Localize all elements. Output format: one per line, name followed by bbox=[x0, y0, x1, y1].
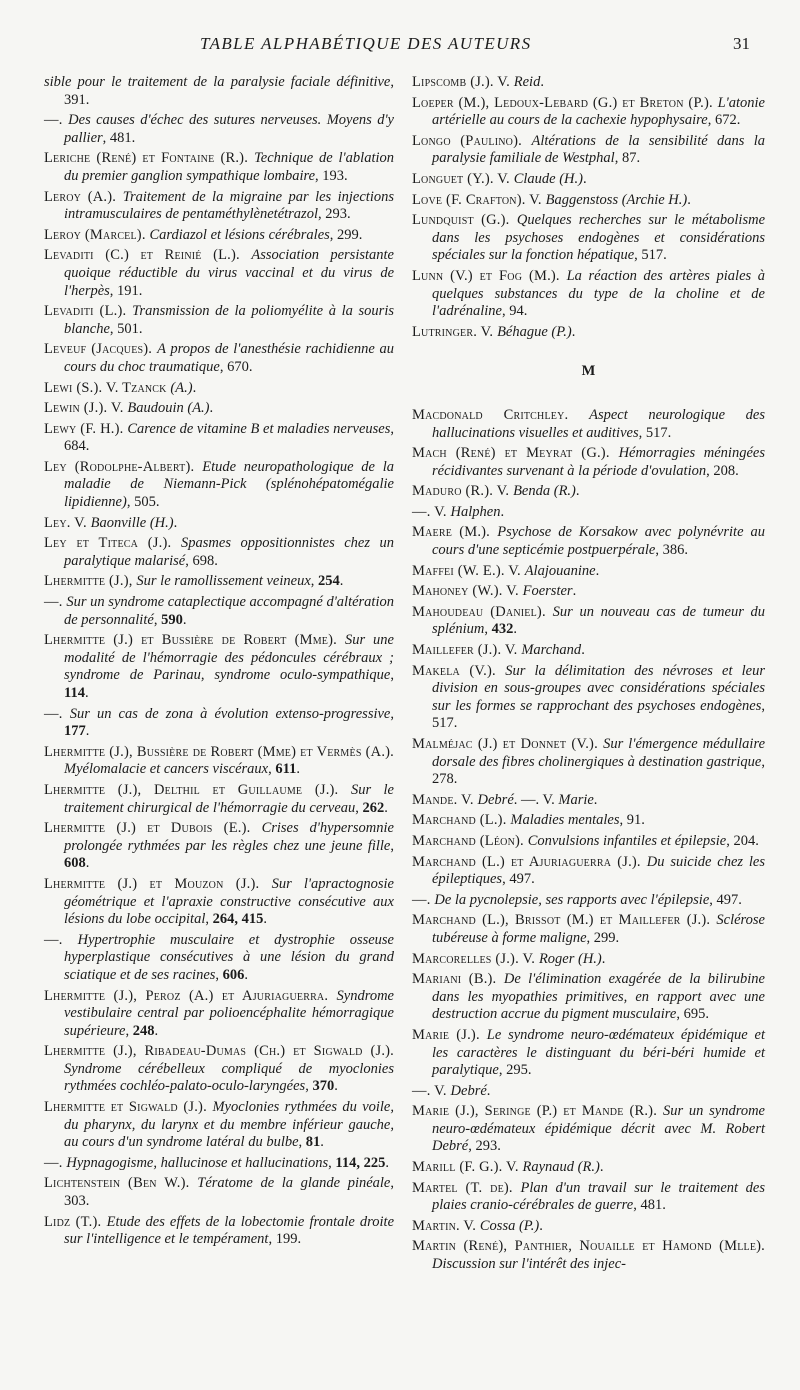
entry-title: Hypertrophie musculaire et dystrophie osseuse hyperplastique consécutives à une lésion du grand sciatique et de ses racines bbox=[64, 931, 394, 983]
entry-title: Sur une modalité de l'hémorragie des pédoncules cérébraux ; syndrome de Parinau, syndrome oculo-sympathique bbox=[64, 632, 394, 684]
entry-reference: , 517. bbox=[638, 424, 672, 441]
entry-reference: , 199. bbox=[268, 1231, 302, 1248]
entry-author: Lhermitte (J.), Peroz (A.) et Ajuriaguerra. bbox=[44, 987, 337, 1004]
entry-title: Baonville (H.) bbox=[90, 514, 174, 531]
entry-reference: , 208. bbox=[706, 462, 739, 479]
index-entry bbox=[44, 573, 394, 591]
entry-author: Mahoudeau (Daniel). bbox=[412, 603, 553, 620]
entry-title: Etude des effets de la lobectomie frontale droite sur l'intelligence et le tempérament bbox=[64, 1213, 395, 1248]
entry-reference: , bbox=[268, 761, 276, 778]
entry-reference: . bbox=[539, 1217, 543, 1234]
page-number: 31 bbox=[733, 34, 750, 53]
entry-punctuation: . bbox=[85, 855, 90, 872]
index-entry bbox=[412, 483, 765, 501]
index-entry bbox=[412, 1238, 765, 1273]
entry-reference: , 517. bbox=[432, 697, 765, 732]
entry-title: Alajouanine bbox=[524, 562, 596, 579]
index-entry bbox=[412, 951, 765, 969]
index-entry bbox=[44, 876, 394, 929]
entry-reference: , bbox=[390, 667, 394, 684]
index-entry bbox=[412, 583, 765, 601]
entry-title: Spasmes oppositionnistes chez un paralytique malarisé bbox=[64, 535, 394, 569]
index-entry bbox=[412, 812, 765, 830]
entry-title: Des causes d'échec des sutures nerveuses. Moyens d'y pallier bbox=[64, 112, 394, 146]
index-entry bbox=[412, 133, 765, 168]
entry-author: Ley et Titeca (J.). bbox=[44, 535, 182, 552]
entry-punctuation: . bbox=[85, 723, 90, 740]
index-entry bbox=[44, 112, 394, 147]
entry-reference: , 299. bbox=[329, 226, 363, 243]
index-entry bbox=[412, 192, 765, 210]
entry-title: Syndrome cérébelleux compliqué de myoclonies rythmées cochléo-palato-oculo-laryngées bbox=[64, 1060, 394, 1095]
entry-reference: . bbox=[595, 562, 600, 579]
index-entry bbox=[412, 971, 765, 1024]
entry-title: Halphen bbox=[450, 503, 501, 520]
entry-reference: , 698. bbox=[185, 552, 218, 569]
entry-reference: , 193. bbox=[315, 167, 348, 184]
entry-author: Mahoney (W.). V. bbox=[412, 583, 523, 600]
entry-reference: , 293. bbox=[468, 1138, 501, 1155]
entry-author: Longuet (Y.). V. bbox=[412, 170, 514, 187]
entry-reference: , bbox=[310, 573, 319, 590]
entry-reference: , bbox=[205, 911, 213, 928]
entry-title: Etude neuropathologique de la maladie de Niemann-Pick (splénohépatomégalie lipidienne) bbox=[64, 458, 394, 511]
entry-page: 432 bbox=[491, 621, 514, 638]
entry-author: Lewin (J.). V. bbox=[44, 400, 128, 417]
entry-author: Maillefer (J.). V. bbox=[412, 642, 522, 659]
entry-author: Martin (René), Panthier, Nouaille et Hamond (Mlle). bbox=[412, 1238, 765, 1255]
entry-reference: , 299. bbox=[586, 929, 620, 946]
entry-title: Plan d'un travail sur le traitement des plaies cranio-cérébrales de guerre bbox=[432, 1179, 765, 1214]
entry-reference: , 204. bbox=[726, 832, 759, 849]
entry-title: Roger (H.) bbox=[538, 950, 602, 967]
index-entry bbox=[44, 594, 394, 629]
entry-reference: , 391. bbox=[64, 74, 394, 108]
entry-reference: , bbox=[153, 611, 162, 628]
entry-title: Le syndrome neuro-œdémateux épidémique et les caractères le distinguant du béri-béri humide et paralytique bbox=[432, 1026, 765, 1079]
entry-author: Ley (Rodolphe-Albert). bbox=[44, 458, 203, 475]
index-entry bbox=[44, 303, 394, 338]
entry-reference: . —. V. bbox=[513, 791, 559, 808]
entry-author: Levaditi (C.) et Reinié (L.). bbox=[44, 247, 252, 264]
entry-author: —. bbox=[44, 931, 78, 948]
index-entry bbox=[412, 563, 765, 581]
index-entry bbox=[44, 459, 394, 512]
index-entry bbox=[412, 171, 765, 189]
entry-title: L'atonie artérielle au cours de la cachexie hypophysaire bbox=[432, 94, 765, 129]
entry-title: Raynaud (R.) bbox=[522, 1159, 600, 1176]
entry-punctuation: . bbox=[263, 911, 267, 928]
entry-title: Marie bbox=[558, 791, 594, 808]
entry-title: A propos de l'anesthésie rachidienne au cours du choc traumatique bbox=[64, 341, 394, 375]
entry-author: Marchand (L.). bbox=[412, 812, 511, 829]
entry-reference: , bbox=[390, 705, 394, 722]
entry-reference: , 386. bbox=[655, 542, 688, 559]
entry-title: La réaction des artères piales à quelques substances du type de la choline et de l'adrénaline bbox=[432, 267, 766, 320]
index-entry bbox=[44, 1099, 394, 1152]
entry-author: Lhermitte (J.), bbox=[44, 573, 137, 590]
entry-title: Benda (R.) bbox=[513, 483, 576, 500]
entry-page: 114 bbox=[64, 685, 85, 701]
entry-title: De la pycnolepsie, ses rapports avec l'épilepsie bbox=[434, 891, 710, 908]
entry-title: Marchand bbox=[521, 642, 582, 659]
entry-punctuation: . bbox=[154, 1022, 159, 1039]
entry-punctuation: . bbox=[296, 761, 300, 778]
entry-author: Marcorelles (J.). V. bbox=[412, 950, 539, 967]
index-entry bbox=[412, 912, 765, 947]
entry-reference: . bbox=[575, 483, 580, 500]
entry-reference: , 672. bbox=[707, 112, 741, 129]
entry-reference: , 293. bbox=[317, 206, 351, 223]
entry-author: Leveuf (Jacques). bbox=[44, 341, 158, 358]
entry-punctuation: . bbox=[385, 1154, 389, 1171]
entry-reference: . bbox=[687, 191, 691, 208]
entry-title: Claude (H.) bbox=[513, 170, 583, 187]
entry-reference: , 497. bbox=[709, 891, 742, 908]
entry-page: 248 bbox=[132, 1022, 155, 1039]
entry-reference: . bbox=[500, 503, 505, 520]
entry-author: Malméjac (J.) et Donnet (V.). bbox=[412, 736, 604, 752]
entry-author: —. bbox=[412, 891, 435, 908]
entry-reference: , 684. bbox=[64, 420, 394, 455]
right-column bbox=[412, 74, 765, 1277]
entry-reference: , 670. bbox=[219, 358, 253, 375]
entry-author: Lipscomb (J.). V. bbox=[412, 74, 514, 90]
entry-author: Marchand (L.), Brissot (M.) et Maillefer (J.). bbox=[412, 912, 717, 929]
entry-title: Transmission de la poliomyélite à la souris blanche bbox=[64, 303, 394, 337]
entry-author: —. bbox=[44, 705, 70, 722]
entry-punctuation: . bbox=[84, 685, 89, 701]
index-entry bbox=[412, 1103, 765, 1156]
entry-title: Sur l'apractognosie géométrique et l'apraxie constructive consécutive aux lésions du lobe occipital bbox=[64, 875, 394, 928]
entry-title: Tératome de la glande pinéale bbox=[197, 1175, 391, 1192]
entry-reference: , 91. bbox=[619, 812, 645, 829]
entry-reference: , 191. bbox=[109, 282, 143, 299]
entry-title: Sclérose tubéreuse à forme maligne bbox=[432, 912, 765, 946]
entry-author: Leriche (René) et Fontaine (R.). bbox=[44, 150, 255, 167]
index-entry bbox=[44, 1043, 394, 1096]
entry-author: Loeper (M.), Ledoux-Lebard (G.) et Breton (P.). bbox=[412, 94, 718, 111]
entry-author: —. bbox=[44, 1154, 67, 1171]
index-entry bbox=[44, 820, 394, 873]
entry-title: Aspect neurologique des hallucinations visuelles et auditives bbox=[432, 406, 766, 441]
index-entry bbox=[412, 736, 765, 789]
entry-punctuation: . bbox=[182, 611, 187, 628]
entry-author: Mande. V. bbox=[412, 791, 478, 808]
entry-reference: , 517. bbox=[634, 247, 667, 264]
entry-title: Cossa (P.) bbox=[479, 1217, 540, 1234]
entry-title: Association persistante quoique réductible du virus vaccinal et du virus de l'herpès bbox=[64, 247, 394, 299]
entry-author: Leroy (A.). bbox=[44, 188, 123, 205]
entry-title: Baudouin (A.) bbox=[127, 400, 210, 417]
entry-author: Lunn (V.) et Fog (M.). bbox=[412, 267, 567, 284]
index-entry bbox=[44, 535, 394, 570]
index-entry bbox=[44, 706, 394, 741]
entry-title: Hémorragies méningées récidivantes survenant à la période d'ovulation bbox=[432, 445, 765, 479]
index-entry bbox=[412, 1218, 765, 1236]
entry-page: 370 bbox=[312, 1078, 335, 1095]
entry-author: Lichtenstein (Ben W.). bbox=[44, 1175, 198, 1192]
entry-author: Martin. V. bbox=[412, 1217, 480, 1234]
entry-author: Lhermitte (J.) et Dubois (E.). bbox=[44, 820, 262, 837]
entry-reference: . bbox=[486, 1082, 491, 1099]
entry-author: Mach (René) et Meyrat (G.). bbox=[412, 445, 619, 462]
index-entry bbox=[412, 445, 765, 480]
entry-page: 264, 415 bbox=[212, 911, 264, 928]
index-entry bbox=[412, 1083, 765, 1101]
entry-author: Lewi (S.). V. Tzanck bbox=[44, 379, 171, 396]
index-entry bbox=[44, 189, 394, 224]
entry-reference: . bbox=[581, 642, 585, 659]
entry-author: Maduro (R.). V. bbox=[412, 483, 514, 500]
entry-punctuation: . bbox=[593, 791, 598, 808]
index-entry bbox=[44, 744, 394, 779]
entry-reference: , bbox=[305, 1078, 313, 1095]
entry-author: Marchand (L.) et Ajuriaguerra (J.). bbox=[412, 853, 647, 870]
entry-title: Sur la délimitation des névroses et leur division en sous-groupes avec considérations spéciales sur les formes se rapprochant des psychoses endogènes bbox=[432, 662, 765, 714]
entry-page: 590 bbox=[161, 611, 183, 628]
entry-author: —. bbox=[44, 112, 69, 129]
index-entry bbox=[412, 212, 765, 265]
entry-author: Martel (T. de). bbox=[412, 1179, 521, 1196]
index-entry bbox=[412, 504, 765, 522]
index-entry bbox=[44, 421, 394, 456]
entry-title: Baggenstoss (Archie H.) bbox=[545, 191, 688, 208]
entry-reference: , bbox=[328, 1154, 336, 1171]
entry-title: Sur un cas de zona à évolution extenso-progressive bbox=[69, 705, 391, 722]
section-letter-m: M bbox=[581, 363, 596, 380]
entry-page: 177 bbox=[64, 723, 86, 740]
index-entry bbox=[44, 74, 394, 109]
entry-punctuation: . bbox=[320, 1134, 324, 1151]
entry-title: Myélomalacie et cancers viscéraux bbox=[64, 761, 269, 778]
index-entry bbox=[44, 227, 394, 245]
entry-reference: , 481. bbox=[633, 1197, 666, 1214]
index-entry bbox=[412, 854, 765, 889]
entry-title: Myoclonies rythmées du voile, du pharynx, du larynx et du membre inférieur gauche, au cours d'un syndrome latéral du bulbe bbox=[64, 1099, 394, 1151]
index-entry bbox=[412, 833, 765, 851]
index-entry bbox=[412, 95, 765, 130]
entry-author: Maffei (W. E.). V. bbox=[412, 562, 525, 579]
entry-title: Sur un syndrome neuro-œdémateux épidémique décrit avec M. Robert Debré bbox=[432, 1103, 765, 1155]
entry-reference: . bbox=[599, 1159, 604, 1176]
entry-title: sible pour le traitement de la paralysie faciale définitive bbox=[44, 74, 391, 90]
entry-punctuation: . bbox=[244, 966, 249, 983]
entry-title: Béhague (P.) bbox=[497, 323, 572, 340]
entry-author: Makela (V.). bbox=[412, 662, 506, 679]
entry-reference: , bbox=[298, 1134, 306, 1151]
index-entry bbox=[44, 632, 394, 702]
entry-title: De l'élimination exagérée de la bilirubine dans les myopathies primitives, en rapport avec une destruction accrue du pigment musculaire bbox=[432, 971, 765, 1023]
entry-title: Maladies mentales bbox=[510, 812, 620, 829]
index-entry bbox=[412, 74, 765, 92]
entry-author: Lhermitte (J.) et Bussière de Robert (Mme). bbox=[44, 632, 346, 649]
entry-author: Lhermitte (J.), Bussière de Robert (Mme) et Vermès (A.). bbox=[44, 743, 394, 760]
entry-author: Lhermitte (J.), Delthil et Guillaume (J.). bbox=[44, 781, 351, 798]
entry-title: Convulsions infantiles et épilepsie bbox=[527, 832, 727, 849]
entry-page: 114, 225 bbox=[335, 1154, 386, 1171]
entry-title: Reid bbox=[513, 74, 541, 90]
entry-title: Crises d'hypersomnie prolongée rythmées par les règles chez une jeune fille bbox=[64, 820, 394, 854]
entry-title: Traitement de la migraine par les injections intramusculaires de pentaméthylènetétrazol bbox=[64, 188, 394, 223]
entry-reference: , 94. bbox=[501, 303, 528, 320]
entry-author: Love (F. Crafton). V. bbox=[412, 191, 546, 208]
entry-title: Hypnagogisme, hallucinose et hallucinations bbox=[66, 1154, 329, 1171]
entry-reference: . bbox=[209, 400, 214, 417]
entry-reference: . bbox=[571, 323, 576, 340]
entry-title: Sur un syndrome cataplectique accompagné d'altération de personnalité bbox=[64, 594, 394, 628]
index-entry bbox=[44, 515, 394, 533]
index-entry bbox=[44, 988, 394, 1041]
entry-page: 611 bbox=[275, 761, 297, 778]
entry-author: Leroy (Marcel). bbox=[44, 226, 150, 243]
index-entry bbox=[412, 1159, 765, 1177]
entry-title: Foerster bbox=[522, 583, 573, 600]
entry-reference: , 695. bbox=[676, 1006, 709, 1023]
entry-reference: , 278. bbox=[432, 753, 765, 788]
entry-punctuation: . bbox=[513, 621, 517, 638]
entry-title: Du suicide chez les épileptiques bbox=[432, 853, 765, 888]
index-entry bbox=[412, 604, 765, 639]
entry-author: Levaditi (L.). bbox=[44, 303, 133, 320]
index-entry bbox=[412, 663, 765, 733]
entry-title: Sur l'émergence médullaire dorsale des fibres cholinergiques à destination gastrique bbox=[432, 736, 766, 770]
letter-m-entries bbox=[412, 407, 765, 1274]
entry-author: Marie (J.), Seringe (P.) et Mande (R.). bbox=[412, 1103, 663, 1120]
entry-title: Discussion sur l'intérêt des injec- bbox=[432, 1256, 626, 1273]
index-entry bbox=[412, 268, 765, 321]
entry-reference: , 497. bbox=[502, 871, 535, 888]
index-entry bbox=[412, 524, 765, 559]
index-entry bbox=[412, 1180, 765, 1215]
entry-title: Quelques recherches sur le métabolisme dans les psychoses endogènes et considérations spéciales sur la fonction hépatique bbox=[432, 212, 766, 264]
index-entry bbox=[44, 341, 394, 376]
entry-title: Altérations de la sensibilité dans la paralysie familiale de Westphal bbox=[432, 132, 765, 167]
entry-author: —. V. bbox=[412, 1082, 451, 1099]
index-entry bbox=[412, 892, 765, 910]
entry-author: Ley. V. bbox=[44, 514, 91, 531]
entry-reference: . bbox=[540, 74, 544, 90]
index-entry bbox=[412, 1027, 765, 1080]
entry-reference: , bbox=[355, 799, 363, 816]
entry-reference: , 501. bbox=[109, 320, 143, 337]
entry-reference: . bbox=[192, 379, 197, 396]
entry-reference: , 87. bbox=[614, 150, 641, 167]
entry-author: Lewy (F. H.). bbox=[44, 420, 128, 437]
entry-punctuation: . bbox=[334, 1078, 338, 1095]
entry-reference: , bbox=[215, 966, 223, 983]
left-column bbox=[44, 74, 394, 1252]
index-entry bbox=[44, 400, 394, 418]
entry-page: 254 bbox=[318, 573, 340, 590]
index-entry bbox=[44, 150, 394, 185]
entry-title: Cardiazol et lésions cérébrales bbox=[149, 226, 330, 243]
entry-reference: , 505. bbox=[126, 494, 160, 511]
index-entry bbox=[412, 324, 765, 342]
entry-author: Marchand (Léon). bbox=[412, 832, 528, 849]
entry-author: —. V. bbox=[412, 503, 451, 520]
entry-author: Lidz (T.). bbox=[44, 1213, 107, 1230]
entry-reference: , 303. bbox=[64, 1175, 394, 1210]
entry-title: (A.) bbox=[170, 379, 193, 396]
entry-author: Longo (Paulino). bbox=[412, 132, 532, 149]
page-header bbox=[0, 34, 800, 60]
entry-title: Syndrome vestibulaire central par polioencéphalite hémorragique supérieure bbox=[64, 987, 394, 1039]
index-entry bbox=[412, 642, 765, 660]
entry-reference: , bbox=[484, 621, 492, 638]
entry-punctuation: . bbox=[384, 799, 388, 816]
entry-author: Lhermitte et Sigwald (J.). bbox=[44, 1099, 213, 1116]
entry-punctuation: . bbox=[339, 573, 344, 590]
running-title: TABLE ALPHABÉTIQUE DES AUTEURS bbox=[200, 34, 532, 53]
index-entry bbox=[44, 1175, 394, 1210]
entry-reference: , 295. bbox=[498, 1062, 532, 1079]
entry-author: Lundquist (G.). bbox=[412, 212, 517, 229]
index-entry bbox=[412, 792, 765, 810]
entry-title: Sur un nouveau cas de tumeur du splénium bbox=[432, 603, 766, 638]
entry-page: 262 bbox=[362, 799, 385, 816]
entry-title: Debré bbox=[477, 791, 514, 808]
index-entry bbox=[44, 380, 394, 398]
entry-title: Sur le ramollissement veineux bbox=[136, 573, 311, 590]
letter-l-entries bbox=[412, 74, 765, 341]
entry-author: Lutringer. V. bbox=[412, 323, 498, 340]
entry-page: 81 bbox=[305, 1134, 321, 1151]
entry-author: Lhermitte (J.), Ribadeau-Dumas (Ch.) et Sigwald (J.). bbox=[44, 1043, 394, 1060]
entry-title: Technique de l'ablation du premier ganglion sympathique lombaire bbox=[64, 150, 394, 184]
entry-author: —. bbox=[44, 594, 67, 611]
entry-page: 606 bbox=[222, 966, 245, 983]
entry-reference: , 481. bbox=[102, 129, 136, 146]
entry-page: 608 bbox=[64, 855, 86, 872]
entry-reference: . bbox=[572, 583, 577, 600]
index-entry bbox=[412, 407, 765, 442]
entry-reference: , bbox=[390, 837, 394, 854]
index-entry bbox=[44, 1155, 394, 1173]
entry-author: Mariani (B.). bbox=[412, 971, 504, 988]
index-entry bbox=[44, 932, 394, 985]
entry-reference: . bbox=[601, 950, 606, 967]
entry-reference: . bbox=[173, 514, 178, 531]
entry-author: Marie (J.). bbox=[412, 1026, 487, 1043]
index-entry bbox=[44, 1214, 394, 1249]
entry-author: Macdonald Critchley. bbox=[412, 406, 590, 423]
entry-title: Psychose de Korsakow avec polynévrite au cours d'une septicémie postpuerpérale bbox=[432, 524, 766, 559]
entry-author: Lhermitte (J.) et Mouzon (J.). bbox=[44, 875, 272, 892]
entry-title: Carence de vitamine B et maladies nerveuses bbox=[127, 420, 391, 437]
entry-title: Debré bbox=[450, 1082, 487, 1099]
entry-title: Sur le traitement chirurgical de l'hémorragie du cerveau bbox=[64, 781, 394, 816]
entry-author: Maere (M.). bbox=[412, 524, 498, 541]
entry-author: Marill (F. G.). V. bbox=[412, 1159, 523, 1176]
entry-reference: . bbox=[582, 170, 587, 187]
index-entry bbox=[44, 782, 394, 817]
entry-reference: , bbox=[125, 1022, 133, 1039]
index-entry bbox=[44, 247, 394, 300]
